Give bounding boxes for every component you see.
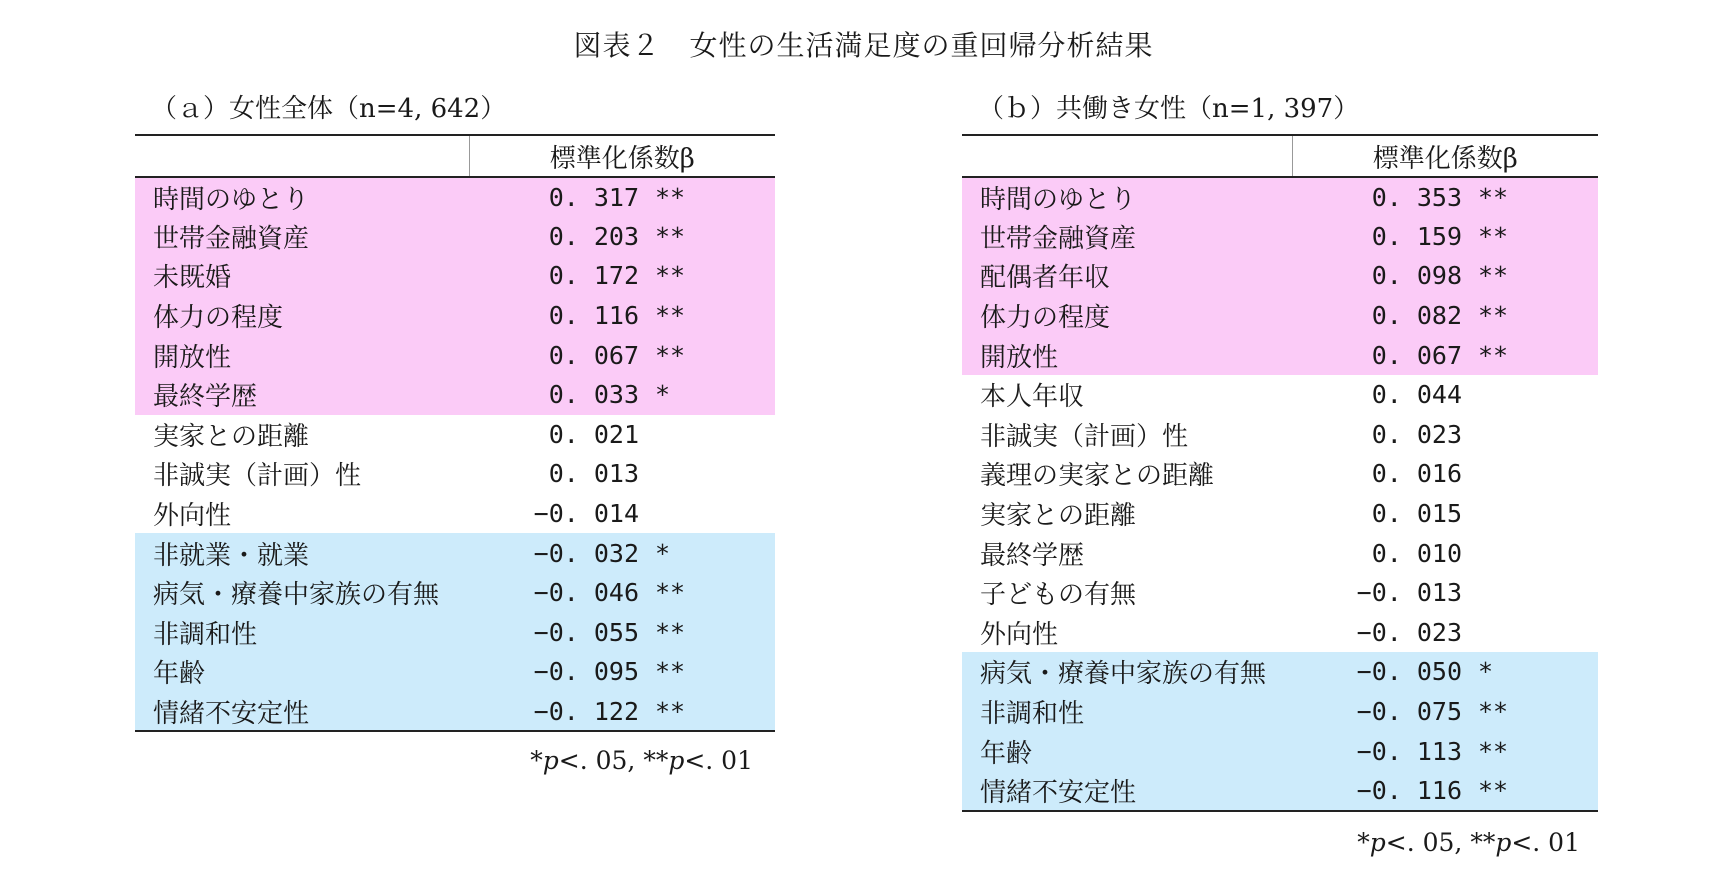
table-row [962,573,1598,613]
significance-mark [639,415,775,455]
coefficient-value: −0. 075 [1292,692,1462,732]
significance-mark: ** [1462,771,1598,811]
coefficient-value: −0. 050 [1292,652,1462,692]
panel-b-title: （ｂ）共働き女性（n=1, 397） [978,94,1360,124]
table-row [962,771,1598,811]
figure-title: 図表２ 女性の生活満足度の重回帰分析結果 [573,29,1154,62]
significance-mark: ** [639,692,775,732]
variable-label: 病気・療養中家族の有無 [135,573,469,613]
coefficient-value: 0. 353 [1292,177,1462,217]
significance-mark: ** [639,177,775,217]
significance-mark [1462,494,1598,534]
significance-mark: ** [639,335,775,375]
coefficient-value: −0. 113 [1292,731,1462,771]
significance-mark [1462,573,1598,613]
variable-label: 開放性 [962,335,1292,375]
panel-a [135,92,775,775]
significance-mark: ** [1462,177,1598,217]
significance-mark [1462,533,1598,573]
variable-label: 年齢 [135,652,469,692]
table-row [135,375,775,415]
variable-label: 実家との距離 [153,421,310,452]
variable-label: 情緒不安定性 [962,771,1292,811]
coefficient-value: 0. 010 [1371,538,1462,568]
coefficient-value: −0. 116 [1292,771,1462,811]
variable-label: 外向性 [980,619,1059,650]
panel-a-title: （ａ）女性全体（n=4, 642） [151,94,507,124]
coefficient-value: 0. 159 [1292,217,1462,257]
significance-mark: ** [1462,256,1598,296]
table-row [135,692,775,732]
significance-note: *p<. 05, **p<. 01 [530,746,753,776]
significance-mark [1462,375,1598,415]
variable-label: 未既婚 [135,256,469,296]
significance-mark: * [639,375,775,415]
variable-label: 実家との距離 [980,501,1137,532]
table-row [962,256,1598,296]
table-row [962,375,1598,415]
significance-mark: ** [639,217,775,257]
significance-mark: ** [639,296,775,336]
significance-mark [639,494,775,534]
significance-mark: * [639,533,775,573]
table-row [135,494,775,534]
table-row [962,731,1598,771]
beta-column-header: 標準化係数β [1292,135,1598,177]
coefficient-value: −0. 046 [469,573,639,613]
significance-mark [639,454,775,494]
table-row [962,692,1598,732]
coefficient-value: −0. 014 [533,499,639,529]
variable-label: 体力の程度 [135,296,469,336]
table-row [962,494,1598,534]
variable-label: 非調和性 [135,613,469,653]
table-row [962,177,1598,217]
coefficient-value: 0. 015 [1371,499,1462,529]
coefficient-value: −0. 055 [469,613,639,653]
variable-label: 最終学歴 [980,540,1085,571]
variable-label: 情緒不安定性 [135,692,469,732]
table-row [135,256,775,296]
significance-mark: ** [1462,692,1598,732]
coefficient-value: 0. 317 [469,177,639,217]
coefficient-value: 0. 067 [469,335,639,375]
coefficient-value: 0. 016 [1371,459,1462,489]
variable-label: 非誠実（計画）性 [153,461,362,492]
table-row [962,652,1598,692]
table-row [962,613,1598,653]
variable-column-header [135,135,469,177]
coefficient-value: −0. 023 [1356,617,1462,647]
coefficient-value: −0. 032 [469,533,639,573]
table-row [962,217,1598,257]
significance-mark: ** [1462,335,1598,375]
coefficient-value: 0. 116 [469,296,639,336]
coefficient-value: 0. 023 [1371,419,1462,449]
significance-mark: ** [1462,217,1598,257]
variable-label: 世帯金融資産 [962,217,1292,257]
beta-column-header: 標準化係数β [469,135,775,177]
variable-label: 世帯金融資産 [135,217,469,257]
table-row [135,217,775,257]
variable-label: 開放性 [135,335,469,375]
coefficient-value: 0. 013 [548,459,639,489]
variable-label: 最終学歴 [135,375,469,415]
table-row [135,613,775,653]
variable-label: 年齢 [962,731,1292,771]
significance-mark [1462,454,1598,494]
variable-label: 本人年収 [980,382,1085,413]
panel-b-table-body [962,177,1598,811]
coefficient-value: 0. 098 [1292,256,1462,296]
table-row [135,177,775,217]
coefficient-value: −0. 013 [1356,578,1462,608]
variable-label: 非就業・就業 [135,533,469,573]
significance-mark [1462,613,1598,653]
coefficient-value: 0. 203 [469,217,639,257]
significance-mark: ** [1462,731,1598,771]
table-row [135,652,775,692]
variable-label: 配偶者年収 [962,256,1292,296]
coefficient-value: 0. 067 [1292,335,1462,375]
variable-label: 非誠実（計画）性 [980,421,1189,452]
table-row [135,573,775,613]
table-row [962,454,1598,494]
coefficient-value: 0. 033 [469,375,639,415]
table-row [135,533,775,573]
table-row [962,296,1598,336]
variable-label: 時間のゆとり [135,177,469,217]
significance-mark [1462,415,1598,455]
significance-mark: ** [639,652,775,692]
table-row [135,454,775,494]
table-header-row [962,135,1598,177]
significance-mark: * [1462,652,1598,692]
variable-label: 体力の程度 [962,296,1292,336]
coefficient-value: −0. 095 [469,652,639,692]
panel-a-table-body [135,177,775,731]
coefficient-value: 0. 172 [469,256,639,296]
variable-label: 子どもの有無 [980,580,1137,611]
table-row [135,296,775,336]
variable-column-header [962,135,1292,177]
significance-mark: ** [639,573,775,613]
panel-b-table [962,134,1598,812]
table-header-row [135,135,775,177]
significance-mark: ** [639,613,775,653]
variable-label: 時間のゆとり [962,177,1292,217]
variable-label: 非調和性 [962,692,1292,732]
table-row [135,335,775,375]
variable-label: 外向性 [153,501,232,532]
coefficient-value: 0. 082 [1292,296,1462,336]
significance-mark: ** [1462,296,1598,336]
panel-b [962,92,1598,857]
coefficient-value: −0. 122 [469,692,639,732]
table-row [135,415,775,455]
coefficient-value: 0. 044 [1371,380,1462,410]
coefficient-value: 0. 021 [548,419,639,449]
table-row [962,335,1598,375]
table-row [962,415,1598,455]
panel-a-table [135,134,775,732]
variable-label: 義理の実家との距離 [980,461,1215,492]
table-row [962,533,1598,573]
significance-mark: ** [639,256,775,296]
variable-label: 病気・療養中家族の有無 [962,652,1292,692]
significance-note: *p<. 05, **p<. 01 [1357,827,1580,857]
